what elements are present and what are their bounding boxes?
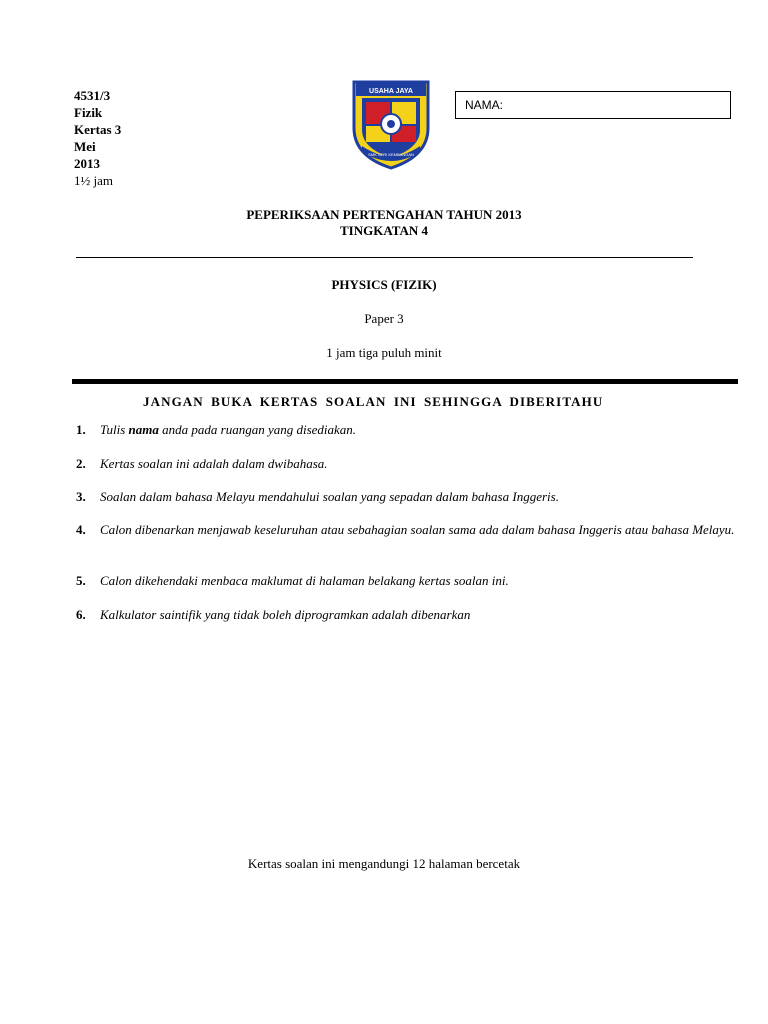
school-crest-logo bbox=[350, 78, 432, 170]
exam-duration: 1½ jam bbox=[74, 173, 113, 188]
paper-code-block bbox=[74, 87, 121, 189]
instruction-text: Calon dibenarkan menjawab keseluruhan atau sebahagian soalan sama ada dalam bahasa Inggeris atau bahasa Melayu. bbox=[100, 522, 735, 537]
instruction-number: 6. bbox=[76, 607, 86, 622]
crest-school-name: SMK SERI KEMBANGAN bbox=[368, 152, 414, 157]
instruction-text: Tulis nama anda pada ruangan yang disediakan. bbox=[100, 422, 357, 437]
form-level: TINGKATAN 4 bbox=[340, 223, 428, 238]
page-count-note: Kertas soalan ini mengandungi 12 halaman bercetak bbox=[247, 856, 521, 871]
thick-divider-line bbox=[72, 379, 738, 384]
exam-month: Mei bbox=[74, 139, 96, 154]
instruction-text: Kalkulator saintifik yang tidak boleh diprogramkan adalah dibenarkan bbox=[100, 607, 471, 622]
exam-title: PEPERIKSAAN PERTENGAHAN TAHUN 2013 bbox=[246, 207, 522, 222]
instruction-number: 4. bbox=[76, 522, 86, 537]
instruction-text: Kertas soalan ini adalah dalam dwibahasa. bbox=[100, 456, 328, 471]
exam-year: 2013 bbox=[74, 156, 100, 171]
instruction-text: Calon dikehendaki menbaca maklumat di halaman belakang kertas soalan ini. bbox=[100, 573, 509, 588]
instruction-number: 1. bbox=[76, 422, 86, 437]
crest-motto: USAHA JAYA bbox=[369, 88, 413, 95]
paper-number: Paper 3 bbox=[364, 311, 404, 326]
instruction-item bbox=[76, 606, 736, 623]
instruction-item bbox=[76, 572, 736, 589]
instruction-item bbox=[76, 455, 736, 472]
paper-label: Kertas 3 bbox=[74, 122, 122, 137]
instruction-number: 5. bbox=[76, 573, 86, 588]
warning-heading: JANGAN BUKA KERTAS SOALAN INI SEHINGGA DIBERITAHU bbox=[143, 394, 604, 409]
instruction-number: 2. bbox=[76, 456, 86, 471]
subject-name: Fizik bbox=[74, 105, 103, 120]
divider-line bbox=[76, 257, 693, 258]
subject-title: PHYSICS (FIZIK) bbox=[331, 277, 437, 292]
instruction-item bbox=[76, 488, 736, 505]
instruction-number: 3. bbox=[76, 489, 86, 504]
name-field-box[interactable] bbox=[455, 91, 731, 119]
instruction-item bbox=[76, 421, 736, 438]
instruction-item bbox=[76, 521, 736, 538]
instruction-text: Soalan dalam bahasa Melayu mendahului soalan yang sepadan dalam bahasa Inggeris. bbox=[100, 489, 559, 504]
paper-code: 4531/3 bbox=[74, 88, 111, 103]
exam-time: 1 jam tiga puluh minit bbox=[326, 345, 442, 360]
name-field-label: NAMA: bbox=[465, 98, 504, 112]
